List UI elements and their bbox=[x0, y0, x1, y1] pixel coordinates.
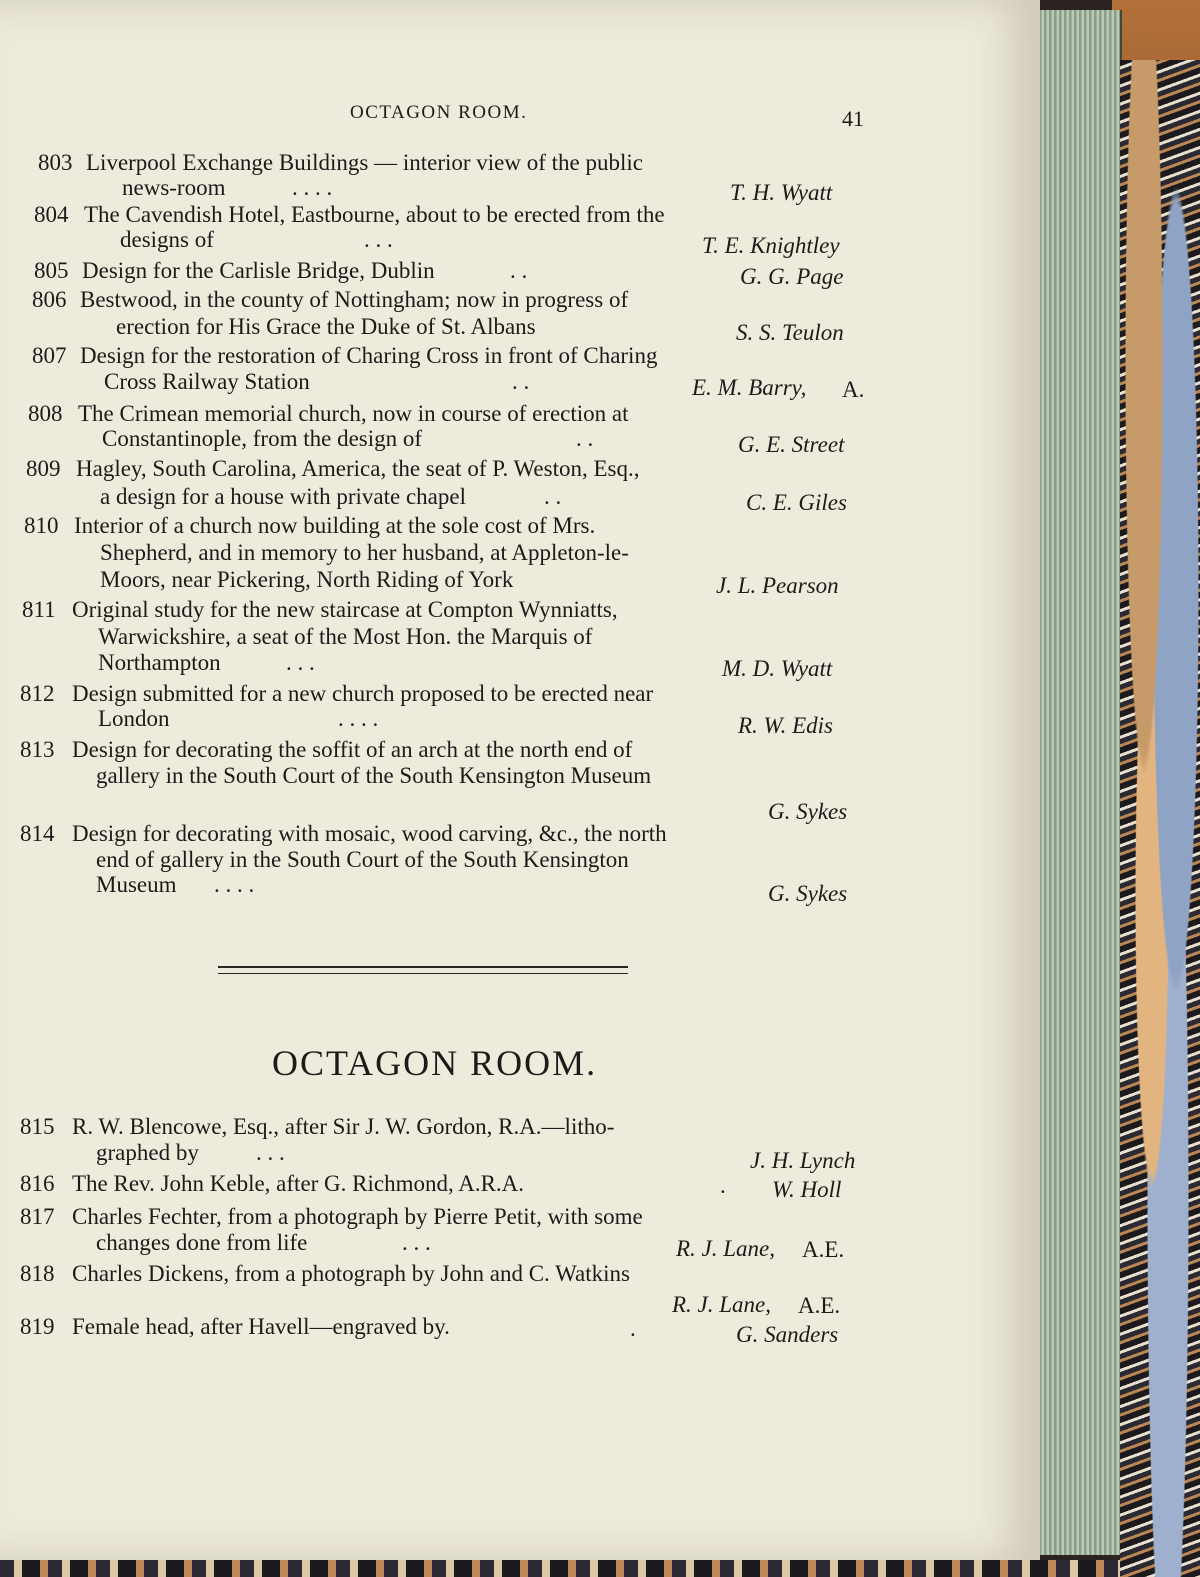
leader-dots: . . . . bbox=[338, 706, 379, 731]
leader-dots: . . bbox=[510, 258, 528, 283]
entry-title-cont: changes done from life bbox=[96, 1230, 308, 1255]
artist-name: G. E. Street bbox=[738, 432, 845, 457]
entry-number: 810 bbox=[24, 513, 59, 538]
artist-name: J. L. Pearson bbox=[716, 573, 839, 598]
section-rule bbox=[218, 966, 628, 968]
entry-title: Original study for the new staircase at Compton Wynniatts, bbox=[72, 597, 618, 622]
leader-dots: . . . . bbox=[292, 175, 333, 200]
entry-number: 812 bbox=[20, 681, 55, 706]
entry-number: 811 bbox=[22, 597, 56, 622]
section-title: OCTAGON ROOM. bbox=[272, 1043, 598, 1083]
entry-title: Design for the Carlisle Bridge, Dublin bbox=[82, 258, 435, 283]
entry-title-cont: gallery in the South Court of the South Kensington Museum bbox=[96, 763, 652, 788]
artist-name: G. Sykes bbox=[768, 799, 848, 824]
entry-title-cont: Shepherd, and in memory to her husband, at Appleton-le- bbox=[100, 540, 629, 565]
entry-title-cont: Warwickshire, a seat of the Most Hon. the Marquis of bbox=[98, 624, 593, 649]
leader-dots: . . . bbox=[402, 1230, 431, 1255]
artist-name: R. W. Edis bbox=[738, 713, 833, 738]
entry-title-cont: Cross Railway Station bbox=[104, 369, 310, 394]
entry-title-cont: erection for His Grace the Duke of St. Albans bbox=[116, 314, 536, 339]
section-rule bbox=[218, 973, 628, 974]
artist-name: J. H. Lynch bbox=[750, 1148, 856, 1173]
entry-title: Interior of a church now building at the sole cost of Mrs. bbox=[74, 513, 596, 538]
artist-name: G. Sykes bbox=[768, 881, 848, 906]
entry-number: 803 bbox=[38, 150, 73, 175]
artist-suffix: A. bbox=[842, 377, 865, 402]
page-fore-edge bbox=[1040, 10, 1122, 1555]
entry-title-cont: end of gallery in the South Court of the South Kensington bbox=[96, 847, 629, 872]
artist-name: R. J. Lane, bbox=[672, 1292, 772, 1317]
artist-name: C. E. Giles bbox=[746, 490, 847, 515]
entry-number: 815 bbox=[20, 1114, 55, 1139]
entry-title-cont: designs of bbox=[120, 227, 214, 252]
artist-suffix: A.E. bbox=[798, 1293, 841, 1318]
entry-title: Liverpool Exchange Buildings — interior view of the public bbox=[86, 150, 643, 175]
entry-number: 807 bbox=[32, 343, 67, 368]
artist-name: W. Holl bbox=[772, 1177, 842, 1202]
leader-dots: . . bbox=[576, 426, 594, 451]
entry-title-cont: London bbox=[98, 706, 170, 731]
artist-name: R. J. Lane, bbox=[676, 1236, 776, 1261]
leader-dots: . . . bbox=[256, 1140, 285, 1165]
entry-title: Hagley, South Carolina, America, the seat of P. Weston, Esq., bbox=[76, 456, 640, 481]
leader-dots: . . . bbox=[286, 650, 315, 675]
artist-name: E. M. Barry, bbox=[692, 375, 807, 400]
artist-name: M. D. Wyatt bbox=[722, 656, 833, 681]
entry-number: 814 bbox=[20, 821, 55, 846]
leader-dots: . . . bbox=[364, 227, 393, 252]
entry-number: 816 bbox=[20, 1171, 55, 1196]
artist-name: T. H. Wyatt bbox=[730, 180, 833, 205]
entry-title: Bestwood, in the county of Nottingham; now in progress of bbox=[80, 287, 629, 312]
leader-dots: . . . . bbox=[214, 872, 255, 897]
entry-number: 817 bbox=[20, 1204, 55, 1229]
entry-number: 818 bbox=[20, 1261, 55, 1286]
entry-title: The Cavendish Hotel, Eastbourne, about to be erected from the bbox=[84, 202, 665, 227]
leader-dots: . bbox=[630, 1316, 636, 1341]
entry-title: Design for decorating with mosaic, wood carving, &c., the north bbox=[72, 821, 667, 846]
entry-title-cont: graphed by bbox=[96, 1140, 199, 1165]
artist-name: T. E. Knightley bbox=[702, 233, 840, 258]
entry-number: 805 bbox=[34, 258, 69, 283]
entry-title-cont: news-room bbox=[122, 175, 226, 200]
entry-title: Design submitted for a new church proposed to be erected near bbox=[72, 681, 654, 706]
entry-title: Charles Dickens, from a photograph by John and C. Watkins bbox=[72, 1261, 630, 1286]
entry-title-cont: Museum bbox=[96, 872, 177, 897]
entry-title-cont: a design for a house with private chapel bbox=[100, 484, 466, 509]
entry-title: The Crimean memorial church, now in course of erection at bbox=[78, 401, 629, 426]
leader-dots: . . bbox=[544, 484, 562, 509]
entry-number: 804 bbox=[34, 202, 69, 227]
entry-title: Charles Fechter, from a photograph by Pierre Petit, with some bbox=[72, 1204, 643, 1229]
entry-title: The Rev. John Keble, after G. Richmond, A.R.A. bbox=[72, 1171, 525, 1196]
entry-number: 806 bbox=[32, 287, 67, 312]
entry-number: 809 bbox=[26, 456, 61, 481]
entry-title: Design for the restoration of Charing Cross in front of Charing bbox=[80, 343, 658, 368]
marbled-endpaper bbox=[1120, 60, 1200, 1577]
entry-number: 813 bbox=[20, 737, 55, 762]
marbled-bottom-strip bbox=[0, 1560, 1120, 1577]
leader-dots: . bbox=[720, 1173, 726, 1198]
entry-title-cont: Northampton bbox=[98, 650, 221, 675]
entry-title-cont: Moors, near Pickering, North Riding of York bbox=[100, 567, 514, 592]
entry-number: 819 bbox=[20, 1314, 55, 1339]
artist-name: S. S. Teulon bbox=[736, 320, 844, 345]
leader-dots: . . bbox=[512, 369, 530, 394]
running-title: OCTAGON ROOM. bbox=[350, 102, 528, 123]
artist-name: G. Sanders bbox=[736, 1322, 839, 1347]
artist-suffix: A.E. bbox=[802, 1237, 845, 1262]
entry-title-cont: Constantinople, from the design of bbox=[102, 426, 423, 451]
artist-name: G. G. Page bbox=[740, 264, 844, 289]
entry-title: Female head, after Havell—engraved by. bbox=[72, 1314, 450, 1339]
entry-title: Design for decorating the soffit of an arch at the north end of bbox=[72, 737, 633, 762]
entry-number: 808 bbox=[28, 401, 63, 426]
page-number: 41 bbox=[842, 106, 864, 131]
entry-title: R. W. Blencowe, Esq., after Sir J. W. Gordon, R.A.—litho- bbox=[72, 1114, 615, 1139]
